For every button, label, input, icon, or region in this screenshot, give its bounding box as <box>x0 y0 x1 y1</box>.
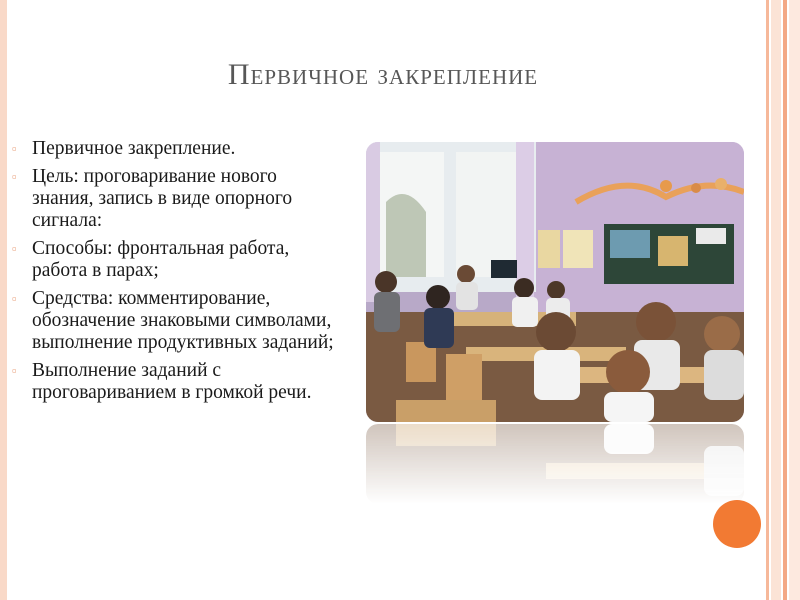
right-stripe <box>789 0 800 600</box>
bullet-icon: ▫ <box>12 141 17 156</box>
bullet-icon: ▫ <box>12 241 17 256</box>
bullet-icon: ▫ <box>12 291 17 306</box>
bullet-icon: ▫ <box>12 169 17 184</box>
bullet-item <box>12 138 342 160</box>
bullet-item <box>12 360 342 404</box>
right-stripe <box>783 0 787 600</box>
decorative-circle <box>713 500 761 548</box>
classroom-scene <box>366 142 744 422</box>
classroom-photo <box>366 142 744 422</box>
slide-title: Первичное закрепление <box>227 58 539 91</box>
bullet-icon: ▫ <box>12 363 17 378</box>
bullet-item <box>12 166 342 232</box>
classroom-scene-reflection <box>366 424 744 504</box>
right-stripe <box>766 0 769 600</box>
bullet-text: Способы: фронтальная работа, работа в парах; <box>32 238 290 281</box>
bullet-item <box>12 288 342 354</box>
bullet-text: Выполнение заданий с проговариванием в громкой речи. <box>32 360 312 403</box>
right-stripe <box>771 0 781 600</box>
classroom-photo-reflection <box>366 424 744 504</box>
bullet-text: Средства: комментирование, обозначение знаковыми символами, выполнение продуктивных заданий; <box>32 288 334 353</box>
bullet-list <box>12 138 342 410</box>
bullet-text: Первичное закрепление. <box>32 138 236 159</box>
bullet-text: Цель: проговаривание нового знания, запись в виде опорного сигнала: <box>32 166 293 231</box>
bullet-item <box>12 238 342 282</box>
